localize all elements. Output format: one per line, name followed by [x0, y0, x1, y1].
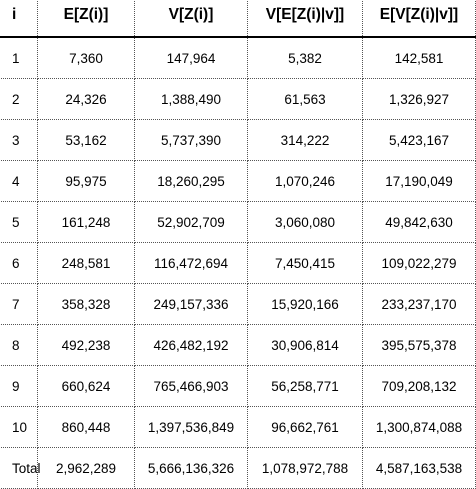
cell-variance-of-conditional-expectation: 7,450,415 — [248, 243, 363, 284]
cell-total-expected-z: 2,962,289 — [38, 448, 135, 489]
header-variance-z: V[Z(i)] — [135, 0, 248, 37]
cell-expected-conditional-variance: 233,237,170 — [363, 284, 476, 325]
cell-expected-z: 53,162 — [38, 120, 135, 161]
cell-expected-z: 24,326 — [38, 79, 135, 120]
cell-i: 3 — [0, 120, 38, 161]
table-row — [0, 161, 476, 202]
cell-i: 4 — [0, 161, 38, 202]
cell-i: 7 — [0, 284, 38, 325]
table-row — [0, 202, 476, 243]
cell-variance-z: 116,472,694 — [135, 243, 248, 284]
cell-expected-conditional-variance: 395,575,378 — [363, 325, 476, 366]
cell-i: 2 — [0, 79, 38, 120]
cell-expected-z: 492,238 — [38, 325, 135, 366]
cell-expected-conditional-variance: 1,300,874,088 — [363, 407, 476, 448]
cell-expected-conditional-variance: 49,842,630 — [363, 202, 476, 243]
cell-variance-of-conditional-expectation: 3,060,080 — [248, 202, 363, 243]
cell-variance-z: 147,964 — [135, 37, 248, 79]
header-variance-of-conditional-expectation: V[E[Z(i)|v]] — [248, 0, 363, 37]
cell-variance-z: 52,902,709 — [135, 202, 248, 243]
cell-expected-conditional-variance: 5,423,167 — [363, 120, 476, 161]
cell-expected-z: 161,248 — [38, 202, 135, 243]
header-i: i — [0, 0, 38, 37]
total-row — [0, 448, 476, 489]
table-row — [0, 79, 476, 120]
cell-expected-conditional-variance: 142,581 — [363, 37, 476, 79]
cell-expected-conditional-variance: 1,326,927 — [363, 79, 476, 120]
cell-variance-z: 765,466,903 — [135, 366, 248, 407]
cell-i: 5 — [0, 202, 38, 243]
table-row — [0, 366, 476, 407]
cell-i: 10 — [0, 407, 38, 448]
cell-expected-conditional-variance: 109,022,279 — [363, 243, 476, 284]
header-expected-conditional-variance: E[V[Z(i)|v]] — [363, 0, 476, 37]
cell-i: 6 — [0, 243, 38, 284]
cell-variance-z: 249,157,336 — [135, 284, 248, 325]
cell-expected-z: 660,624 — [38, 366, 135, 407]
cell-expected-z: 248,581 — [38, 243, 135, 284]
table-row — [0, 407, 476, 448]
table-row — [0, 243, 476, 284]
cell-expected-z: 95,975 — [38, 161, 135, 202]
cell-total-variance-z: 5,666,136,326 — [135, 448, 248, 489]
table-row — [0, 325, 476, 366]
table-row — [0, 120, 476, 161]
cell-expected-z: 860,448 — [38, 407, 135, 448]
cell-expected-conditional-variance: 709,208,132 — [363, 366, 476, 407]
cell-variance-of-conditional-expectation: 56,258,771 — [248, 366, 363, 407]
cell-variance-of-conditional-expectation: 1,070,246 — [248, 161, 363, 202]
cell-variance-z: 1,388,490 — [135, 79, 248, 120]
cell-expected-conditional-variance: 17,190,049 — [363, 161, 476, 202]
cell-i: 9 — [0, 366, 38, 407]
table-row — [0, 37, 476, 79]
table-row — [0, 284, 476, 325]
cell-variance-of-conditional-expectation: 5,382 — [248, 37, 363, 79]
header-expected-z: E[Z(i)] — [38, 0, 135, 37]
cell-variance-z: 5,737,390 — [135, 120, 248, 161]
cell-total-variance-of-conditional-expectation: 1,078,972,788 — [248, 448, 363, 489]
table-header — [0, 0, 476, 37]
cell-i: 8 — [0, 325, 38, 366]
header-row — [0, 0, 476, 37]
cell-variance-z: 1,397,536,849 — [135, 407, 248, 448]
cell-expected-z: 7,360 — [38, 37, 135, 79]
cell-variance-z: 18,260,295 — [135, 161, 248, 202]
cell-variance-of-conditional-expectation: 30,906,814 — [248, 325, 363, 366]
cell-variance-of-conditional-expectation: 61,563 — [248, 79, 363, 120]
cell-i: 1 — [0, 37, 38, 79]
cell-variance-of-conditional-expectation: 314,222 — [248, 120, 363, 161]
cell-variance-of-conditional-expectation: 96,662,761 — [248, 407, 363, 448]
cell-variance-z: 426,482,192 — [135, 325, 248, 366]
cell-total-expected-conditional-variance: 4,587,163,538 — [363, 448, 476, 489]
cell-variance-of-conditional-expectation: 15,920,166 — [248, 284, 363, 325]
cell-total-label: Total — [0, 448, 38, 489]
table-body — [0, 37, 476, 489]
cell-expected-z: 358,328 — [38, 284, 135, 325]
